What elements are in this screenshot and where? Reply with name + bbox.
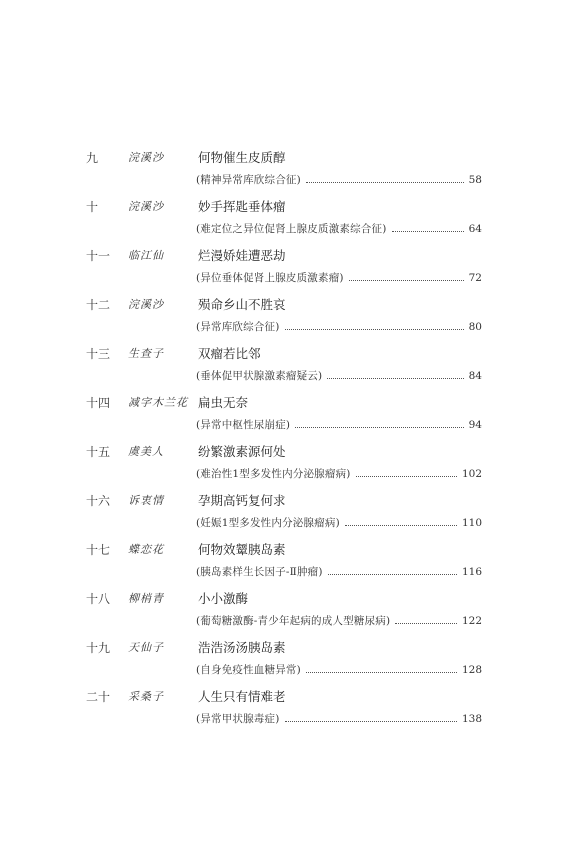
dot-leader bbox=[285, 328, 464, 330]
toc-entry bbox=[0, 395, 583, 445]
page-number[interactable]: 84 bbox=[468, 370, 482, 382]
page-number[interactable]: 102 bbox=[461, 468, 482, 480]
dot-leader bbox=[345, 524, 457, 526]
chapter-title[interactable]: 浩浩汤汤胰岛素 bbox=[198, 640, 286, 655]
tune-name: 柳梢青 bbox=[128, 592, 164, 605]
subtitle-line bbox=[196, 564, 482, 580]
chapter-title[interactable]: 孕期高钙复何求 bbox=[198, 493, 286, 508]
chapter-title[interactable]: 烂漫娇娃遭恶劫 bbox=[198, 248, 286, 263]
toc-entry bbox=[0, 493, 583, 543]
tune-name: 诉衷情 bbox=[128, 494, 164, 507]
chapter-subtitle: (自身免疫性血糖异常) bbox=[196, 664, 301, 676]
dot-leader bbox=[328, 573, 457, 575]
page-number[interactable]: 110 bbox=[461, 517, 482, 529]
subtitle-line bbox=[196, 368, 482, 384]
dot-leader bbox=[395, 622, 457, 624]
chapter-subtitle: (妊娠1型多发性内分泌腺瘤病) bbox=[196, 517, 340, 529]
chapter-title[interactable]: 妙手挥匙垂体瘤 bbox=[198, 199, 286, 214]
chapter-number: 十八 bbox=[86, 592, 111, 606]
subtitle-line bbox=[196, 319, 482, 335]
subtitle-line bbox=[196, 172, 482, 188]
chapter-subtitle: (垂体促甲状腺激素瘤疑云) bbox=[196, 370, 323, 382]
chapter-subtitle: (异位垂体促肾上腺皮质激素瘤) bbox=[196, 272, 344, 284]
chapter-title[interactable]: 双瘤若比邻 bbox=[198, 346, 261, 361]
tune-name: 蝶恋花 bbox=[128, 543, 164, 556]
tune-name: 减字木兰花 bbox=[128, 396, 188, 409]
page-number[interactable]: 72 bbox=[468, 272, 482, 284]
tune-name: 虞美人 bbox=[128, 445, 164, 458]
toc-entry bbox=[0, 542, 583, 592]
page-number[interactable]: 80 bbox=[468, 321, 482, 333]
subtitle-line bbox=[196, 711, 482, 727]
chapter-subtitle: (葡萄糖激酶-青少年起病的成人型糖尿病) bbox=[196, 615, 391, 627]
chapter-number: 十四 bbox=[86, 396, 111, 410]
toc-entry bbox=[0, 199, 583, 249]
dot-leader bbox=[349, 279, 464, 281]
dot-leader bbox=[327, 377, 463, 379]
dot-leader bbox=[356, 475, 457, 477]
subtitle-line bbox=[196, 662, 482, 678]
chapter-subtitle: (异常甲状腺毒症) bbox=[196, 713, 280, 725]
toc-entry bbox=[0, 248, 583, 298]
subtitle-line bbox=[196, 417, 482, 433]
chapter-number: 十 bbox=[86, 200, 99, 214]
page-number[interactable]: 58 bbox=[468, 174, 482, 186]
page-number[interactable]: 94 bbox=[468, 419, 482, 431]
chapter-title[interactable]: 何物效颦胰岛素 bbox=[198, 542, 286, 557]
chapter-number: 十三 bbox=[86, 347, 111, 361]
subtitle-line bbox=[196, 613, 482, 629]
tune-name: 浣溪沙 bbox=[128, 151, 164, 164]
chapter-title[interactable]: 人生只有情难老 bbox=[198, 689, 286, 704]
chapter-number: 十一 bbox=[86, 249, 111, 263]
page-number[interactable]: 128 bbox=[461, 664, 482, 676]
chapter-number: 十六 bbox=[86, 494, 111, 508]
tune-name: 浣溪沙 bbox=[128, 200, 164, 213]
chapter-number: 十九 bbox=[86, 641, 111, 655]
tune-name: 采桑子 bbox=[128, 690, 164, 703]
chapter-title[interactable]: 殒命乡山不胜哀 bbox=[198, 297, 286, 312]
tune-name: 生查子 bbox=[128, 347, 164, 360]
tune-name: 浣溪沙 bbox=[128, 298, 164, 311]
chapter-number: 九 bbox=[86, 151, 99, 165]
chapter-title[interactable]: 扁虫无奈 bbox=[198, 395, 249, 410]
toc-entry bbox=[0, 346, 583, 396]
tune-name: 天仙子 bbox=[128, 641, 164, 654]
toc-entry bbox=[0, 689, 583, 739]
dot-leader bbox=[392, 230, 464, 232]
chapter-subtitle: (胰岛素样生长因子-Ⅱ肿瘤) bbox=[196, 566, 323, 578]
chapter-subtitle: (精神异常库欣综合征) bbox=[196, 174, 301, 186]
dot-leader bbox=[285, 720, 457, 722]
subtitle-line bbox=[196, 466, 482, 482]
chapter-title[interactable]: 何物催生皮质醇 bbox=[198, 150, 286, 165]
dot-leader bbox=[306, 671, 457, 673]
toc-entry bbox=[0, 640, 583, 690]
tune-name: 临江仙 bbox=[128, 249, 164, 262]
subtitle-line bbox=[196, 270, 482, 286]
subtitle-line bbox=[196, 221, 482, 237]
toc-entry bbox=[0, 444, 583, 494]
dot-leader bbox=[295, 426, 463, 428]
chapter-number: 十二 bbox=[86, 298, 111, 312]
chapter-subtitle: (难治性1型多发性内分泌腺瘤病) bbox=[196, 468, 351, 480]
toc-entry bbox=[0, 591, 583, 641]
chapter-subtitle: (异常中枢性尿崩症) bbox=[196, 419, 291, 431]
chapter-subtitle: (难定位之异位促肾上腺皮质激素综合征) bbox=[196, 223, 387, 235]
page-number[interactable]: 138 bbox=[461, 713, 482, 725]
chapter-subtitle: (异常库欣综合征) bbox=[196, 321, 280, 333]
subtitle-line bbox=[196, 515, 482, 531]
page-number[interactable]: 64 bbox=[468, 223, 482, 235]
page-number[interactable]: 116 bbox=[461, 566, 482, 578]
chapter-title[interactable]: 纷繁激素源何处 bbox=[198, 444, 286, 459]
dot-leader bbox=[306, 181, 464, 183]
toc-entry bbox=[0, 297, 583, 347]
chapter-number: 十五 bbox=[86, 445, 111, 459]
page-number[interactable]: 122 bbox=[461, 615, 482, 627]
toc-entry bbox=[0, 150, 583, 200]
chapter-title[interactable]: 小小激酶 bbox=[198, 591, 249, 606]
chapter-number: 二十 bbox=[86, 690, 111, 704]
chapter-number: 十七 bbox=[86, 543, 111, 557]
